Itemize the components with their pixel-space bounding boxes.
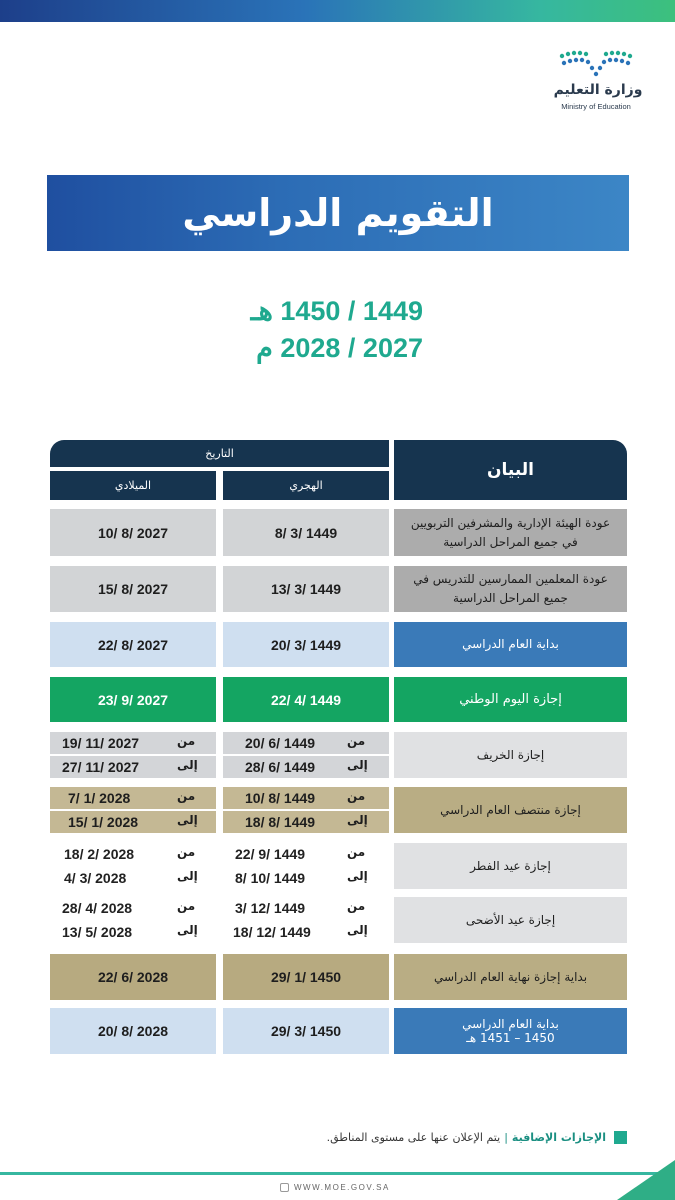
hijri-to-date: 8/ 10/ 1449 — [223, 867, 389, 889]
to-label: إلى — [177, 758, 198, 772]
row-label: عودة المعلمين الممارسين للتدريس في جميع المراحل الدراسية — [394, 566, 627, 612]
website — [280, 1183, 390, 1192]
row-label — [394, 1008, 627, 1054]
header-hijri: الهجري — [223, 471, 389, 500]
greg-from-date: 19/ 11/ 2027 — [50, 732, 216, 754]
from-label: من — [177, 899, 196, 913]
hijri-from-date: 22/ 9/ 1449 — [223, 843, 389, 865]
row-label: إجازة منتصف العام الدراسي — [394, 787, 627, 833]
row-label: بداية إجازة نهاية العام الدراسي — [394, 954, 627, 1000]
to-label: إلى — [347, 923, 368, 937]
website-url[interactable]: WWW.MOE.GOV.SA — [294, 1183, 390, 1192]
hijri-to-date: 28/ 6/ 1449 — [223, 756, 389, 778]
from-label: من — [347, 789, 366, 803]
to-label: إلى — [347, 758, 368, 772]
greg-from-date: 18/ 2/ 2028 — [50, 843, 216, 865]
header-gregorian: الميلادي — [50, 471, 216, 500]
to-label: إلى — [347, 869, 368, 883]
from-label: من — [177, 734, 196, 748]
hijri-from-date: 3/ 12/ 1449 — [223, 897, 389, 919]
row-label-line1: بداية العام الدراسي — [462, 1017, 559, 1031]
ministry-logo — [548, 48, 644, 116]
gregorian-date: 10/ 8/ 2027 — [50, 509, 216, 556]
footnote-title: الإجازات الإضافية — [511, 1131, 606, 1144]
hijri-from-date: 10/ 8/ 1449 — [223, 787, 389, 809]
from-label: من — [177, 789, 196, 803]
hijri-date: 8/ 3/ 1449 — [223, 509, 389, 556]
hijri-years: 1449 / 1450 هـ — [250, 296, 423, 326]
hijri-date: 20/ 3/ 1449 — [223, 622, 389, 667]
greg-from-date: 28/ 4/ 2028 — [50, 897, 216, 919]
hijri-to-date: 18/ 12/ 1449 — [223, 921, 389, 943]
row-label: بداية العام الدراسي — [394, 622, 627, 667]
footnote-square-icon — [614, 1131, 627, 1144]
gregorian-date: 22/ 6/ 2028 — [50, 954, 216, 1000]
header-tarikh: التاريخ — [50, 440, 389, 467]
logo-arabic-text: وزارة التعليم — [553, 82, 643, 98]
from-label: من — [347, 734, 366, 748]
from-label: من — [347, 899, 366, 913]
header-bayan: البيان — [394, 440, 627, 500]
to-label: إلى — [177, 813, 198, 827]
row-label: إجازة اليوم الوطني — [394, 677, 627, 722]
footnote — [327, 1131, 627, 1144]
hijri-from-date: 20/ 6/ 1449 — [223, 732, 389, 754]
hijri-to-date: 18/ 8/ 1449 — [223, 811, 389, 833]
from-label: من — [347, 845, 366, 859]
from-label: من — [177, 845, 196, 859]
top-gradient-bar — [0, 0, 675, 22]
bottom-line — [0, 1172, 675, 1175]
greg-to-date: 4/ 3/ 2028 — [50, 867, 216, 889]
website-icon — [280, 1183, 289, 1192]
row-label: إجازة عيد الأضحى — [394, 897, 627, 943]
greg-from-date: 7/ 1/ 2028 — [50, 787, 216, 809]
page-title: التقويم الدراسي — [182, 191, 494, 235]
to-label: إلى — [177, 869, 198, 883]
hijri-date: 29/ 3/ 1450 — [223, 1008, 389, 1054]
footnote-separator: | — [504, 1131, 508, 1144]
greg-to-date: 13/ 5/ 2028 — [50, 921, 216, 943]
title-banner — [47, 175, 629, 251]
to-label: إلى — [347, 813, 368, 827]
row-label: عودة الهيئة الإدارية والمشرفين التربويين في جميع المراحل الدراسية — [394, 509, 627, 556]
gregorian-date: 20/ 8/ 2028 — [50, 1008, 216, 1054]
row-label-line2: 1450 – 1451 هـ — [466, 1031, 555, 1045]
row-label: إجازة عيد الفطر — [394, 843, 627, 889]
footnote-text: يتم الإعلان عنها على مستوى المناطق. — [326, 1131, 501, 1144]
greg-to-date: 27/ 11/ 2027 — [50, 756, 216, 778]
to-label: إلى — [177, 923, 198, 937]
greg-to-date: 15/ 1/ 2028 — [50, 811, 216, 833]
gregorian-date: 15/ 8/ 2027 — [50, 566, 216, 612]
gregorian-date: 22/ 8/ 2027 — [50, 622, 216, 667]
logo-dots-icon — [556, 48, 636, 80]
bottom-corner-shape — [617, 1160, 675, 1200]
gregorian-years: 2027 / 2028 م — [256, 333, 423, 363]
hijri-date: 29/ 1/ 1450 — [223, 954, 389, 1000]
gregorian-date: 23/ 9/ 2027 — [50, 677, 216, 722]
hijri-date: 13/ 3/ 1449 — [223, 566, 389, 612]
logo-english-text: Ministry of Education — [561, 102, 631, 111]
row-label: إجازة الخريف — [394, 732, 627, 778]
hijri-date: 22/ 4/ 1449 — [223, 677, 389, 722]
